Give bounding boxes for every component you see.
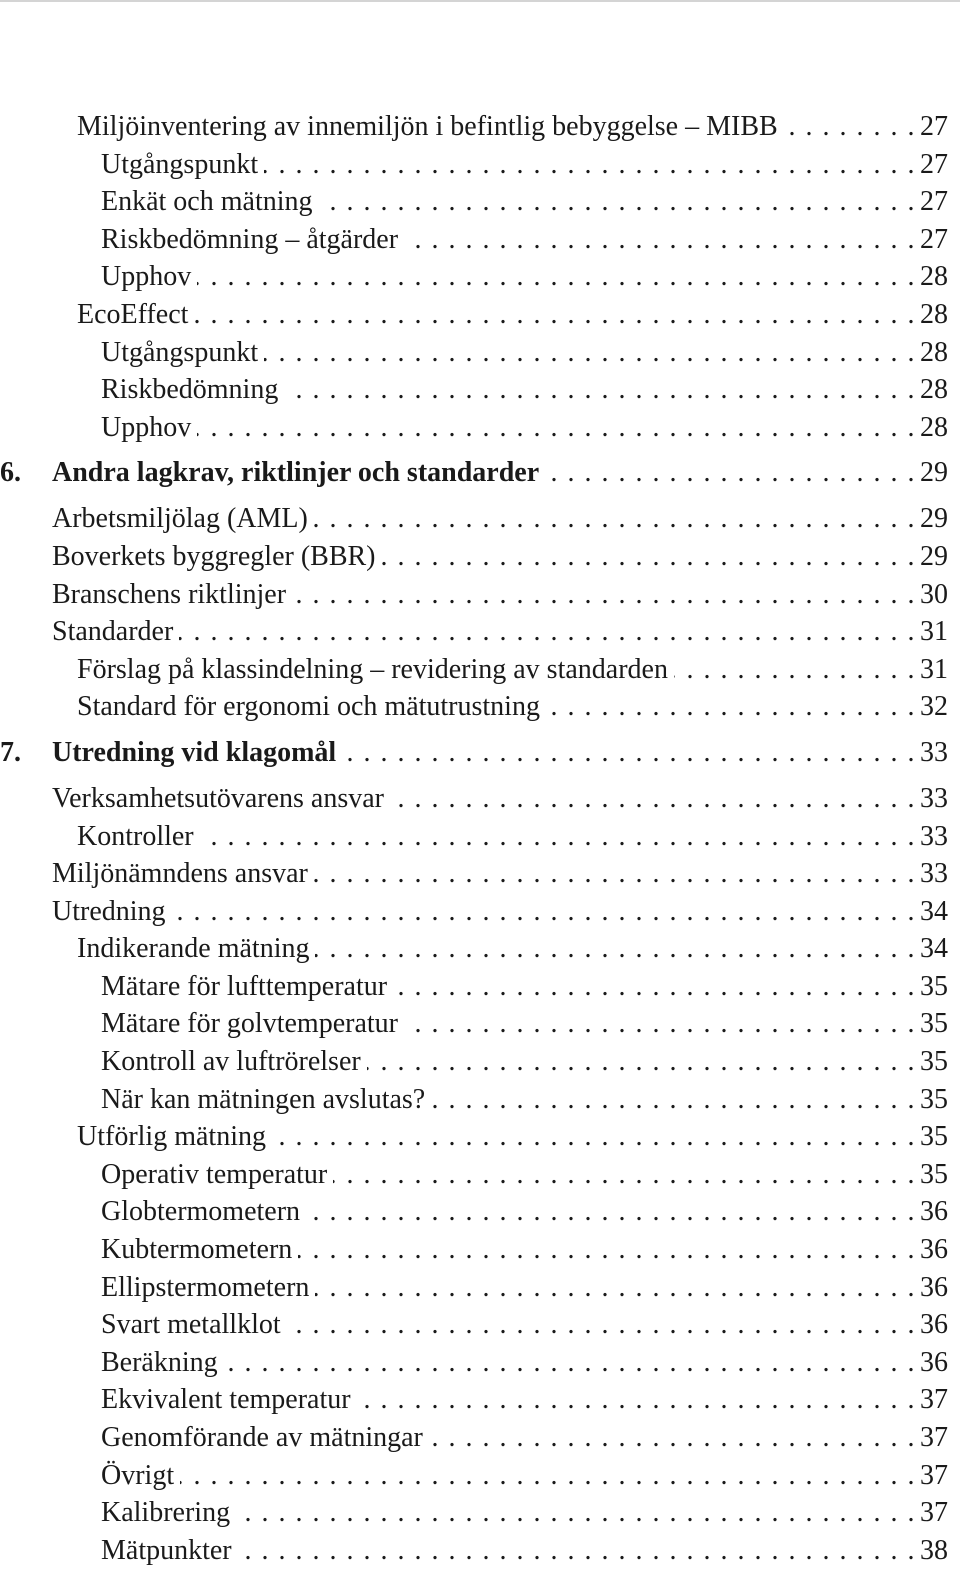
toc-entry[interactable]	[0, 930, 948, 968]
toc-page-number: 37	[920, 1384, 948, 1416]
toc-page-number: 33	[920, 736, 948, 768]
toc-entry-title: Miljöinventering av innemiljön i befintlig bebyggelse – MIBB	[77, 111, 778, 142]
toc-page-number: 30	[920, 578, 948, 610]
toc-entry[interactable]	[0, 576, 948, 614]
dot-leader	[319, 183, 916, 221]
toc-entry[interactable]	[0, 1005, 948, 1043]
toc-entry-title: Övrigt	[101, 1459, 175, 1491]
toc-page-number: 27	[920, 111, 948, 142]
toc-entry[interactable]	[0, 1193, 948, 1231]
toc-entry[interactable]	[0, 1344, 948, 1382]
toc-entry[interactable]	[0, 893, 948, 931]
toc-entry-title: Kalibrering	[101, 1497, 231, 1529]
toc-page-number: 31	[920, 616, 948, 648]
toc-page-number: 37	[920, 1497, 948, 1529]
toc-entry[interactable]	[0, 1231, 948, 1269]
toc-page-number: 35	[920, 1008, 948, 1040]
dot-leader	[264, 334, 916, 372]
toc-chapter-entry[interactable]	[0, 446, 948, 500]
chapter-number: 6.	[0, 457, 21, 489]
dot-leader	[180, 1457, 916, 1495]
toc-entry-title: Ellipstermometern	[101, 1271, 310, 1303]
toc-page-number: 29	[920, 503, 948, 535]
dot-leader	[197, 258, 916, 296]
toc-entry-title: Globtermometern	[101, 1196, 301, 1228]
toc-entry-title: Kontroller	[77, 820, 194, 852]
dot-leader	[314, 855, 916, 893]
dot-leader	[272, 1118, 916, 1156]
dot-leader	[298, 1231, 916, 1269]
toc-entry-title: Boverkets byggregler (BBR)	[52, 540, 376, 572]
dot-leader	[545, 446, 916, 500]
dot-leader	[172, 893, 916, 931]
toc-entry-title: Standard för ergonomi och mätutrustning	[77, 691, 540, 723]
toc-entry-title: Andra lagkrav, riktlinjer och standarder	[52, 457, 540, 489]
toc-entry[interactable]	[0, 296, 948, 334]
toc-entry[interactable]	[0, 221, 948, 259]
toc-entry-title: Upphov	[101, 411, 192, 443]
toc-entry[interactable]	[0, 1494, 948, 1532]
toc-entry[interactable]	[0, 108, 948, 146]
toc-entry[interactable]	[0, 1118, 948, 1156]
toc-entry-title: Utgångspunkt	[101, 336, 259, 368]
dot-leader	[784, 108, 916, 146]
toc-page-number: 29	[920, 457, 948, 489]
toc-entry[interactable]	[0, 1532, 948, 1570]
toc-entry[interactable]	[0, 409, 948, 447]
toc-entry-title: Branschens riktlinjer	[52, 578, 287, 610]
toc-entry[interactable]	[0, 968, 948, 1006]
toc-page-number: 35	[920, 1083, 948, 1115]
toc-entry-title: Kontroll av luftrörelser	[101, 1046, 361, 1078]
toc-entry-title: Enkät och mätning	[101, 186, 313, 218]
toc-page-number: 32	[920, 691, 948, 723]
dot-leader	[429, 1419, 916, 1457]
toc-page-number: 28	[920, 261, 948, 293]
dot-leader	[238, 1532, 916, 1570]
toc-entry-title: Verksamhetsutövarens ansvar	[52, 782, 385, 814]
toc-entry-title: Genomförande av mätningar	[101, 1422, 423, 1453]
toc-entry-title: Utgångspunkt	[101, 148, 259, 180]
dot-leader	[179, 613, 916, 651]
dot-leader	[393, 968, 916, 1006]
toc-entry-title: Kubtermometern	[101, 1234, 293, 1266]
toc-page-number: 38	[920, 1534, 948, 1566]
toc-page-number: 36	[920, 1196, 948, 1228]
dot-leader	[342, 726, 916, 780]
toc-page-number: 37	[920, 1459, 948, 1491]
toc-page-number: 28	[920, 374, 948, 406]
toc-entry[interactable]	[0, 258, 948, 296]
chapter-number: 7.	[0, 736, 21, 768]
toc-page-number: 34	[920, 933, 948, 965]
toc-page-number: 33	[920, 820, 948, 852]
toc-entry[interactable]	[0, 371, 948, 409]
toc-entry-title: Indikerande mätning	[77, 933, 310, 965]
toc-entry[interactable]	[0, 613, 948, 651]
toc-entry-title: Svart metallklot	[101, 1309, 281, 1341]
toc-entry-title: Miljönämndens ansvar	[52, 858, 308, 890]
toc-entry-title: Standarder	[52, 616, 174, 648]
dot-leader	[431, 1081, 916, 1119]
page-top-rule	[0, 0, 960, 2]
dot-leader	[315, 930, 916, 968]
dot-leader	[546, 688, 916, 726]
toc-entry-title: Arbetsmiljölag (AML)	[52, 503, 308, 535]
toc-entry[interactable]	[0, 1381, 948, 1419]
toc-entry[interactable]	[0, 688, 948, 726]
dot-leader	[404, 1005, 916, 1043]
dot-leader	[292, 576, 916, 614]
dot-leader	[306, 1193, 916, 1231]
toc-entry[interactable]	[0, 146, 948, 184]
dot-leader	[315, 1269, 916, 1307]
toc-entry-title: Beräkning	[101, 1346, 218, 1378]
toc-page-number: 27	[920, 186, 948, 218]
toc-entry-title: Utredning vid klagomål	[52, 736, 337, 768]
toc-entry[interactable]	[0, 1419, 948, 1457]
toc-entry-title: Utredning	[52, 895, 166, 927]
dot-leader	[382, 538, 917, 576]
toc-entry[interactable]	[0, 1306, 948, 1344]
dot-leader	[236, 1494, 916, 1532]
toc-entry[interactable]	[0, 651, 948, 689]
dot-leader	[264, 146, 916, 184]
toc-entry-title: Riskbedömning – åtgärder	[101, 223, 399, 255]
toc-entry[interactable]	[0, 1043, 948, 1081]
toc-entry[interactable]	[0, 500, 948, 538]
toc-entry[interactable]	[0, 334, 948, 372]
toc-entry-title: Mätare för golvtemperatur	[101, 1008, 398, 1040]
dot-leader	[357, 1381, 916, 1419]
toc-entry-title: När kan mätningen avslutas?	[101, 1083, 426, 1115]
toc-entry-title: Ekvivalent temperatur	[101, 1384, 351, 1416]
toc-page-number: 36	[920, 1271, 948, 1303]
dot-leader	[333, 1156, 916, 1194]
toc-entry-title: Mätare för lufttemperatur	[101, 970, 388, 1002]
toc-page-number: 36	[920, 1346, 948, 1378]
toc-page-number: 34	[920, 895, 948, 927]
dot-leader	[390, 780, 916, 818]
toc-entry-title: Utförlig mätning	[77, 1121, 266, 1153]
toc-chapter-entry[interactable]	[0, 726, 948, 780]
toc-page-number: 33	[920, 782, 948, 814]
dot-leader	[287, 1306, 916, 1344]
toc-page-number: 28	[920, 336, 948, 368]
toc-entry[interactable]	[0, 1081, 948, 1119]
toc-page-number: 35	[920, 970, 948, 1002]
toc-entry[interactable]	[0, 1156, 948, 1194]
toc-entry[interactable]	[0, 780, 948, 818]
toc-entry[interactable]	[0, 1457, 948, 1495]
toc-page-number: 37	[920, 1422, 948, 1453]
toc-page-number: 31	[920, 653, 948, 685]
table-of-contents	[0, 108, 948, 1569]
toc-page-number: 27	[920, 148, 948, 180]
toc-page-number: 27	[920, 223, 948, 255]
dot-leader	[367, 1043, 916, 1081]
toc-page-number: 35	[920, 1046, 948, 1078]
toc-entry-title: Upphov	[101, 261, 192, 293]
toc-page-number: 28	[920, 298, 948, 330]
toc-entry-title: EcoEffect	[77, 298, 189, 330]
toc-entry-title: Förslag på klassindelning – revidering av standarden	[77, 653, 668, 685]
toc-page-number: 36	[920, 1234, 948, 1266]
dot-leader	[200, 818, 916, 856]
dot-leader	[674, 651, 916, 689]
dot-leader	[404, 221, 916, 259]
toc-page-number: 35	[920, 1121, 948, 1153]
dot-leader	[194, 296, 916, 334]
dot-leader	[314, 500, 916, 538]
toc-entry-title: Mätpunkter	[101, 1534, 232, 1566]
toc-entry-title: Operativ temperatur	[101, 1158, 328, 1190]
toc-page-number: 28	[920, 411, 948, 443]
dot-leader	[197, 409, 916, 447]
toc-page-number: 35	[920, 1158, 948, 1190]
toc-entry[interactable]	[0, 855, 948, 893]
dot-leader	[284, 371, 916, 409]
toc-page-number: 29	[920, 540, 948, 572]
toc-entry[interactable]	[0, 183, 948, 221]
toc-entry[interactable]	[0, 538, 948, 576]
toc-page-number: 36	[920, 1309, 948, 1341]
toc-page-number: 33	[920, 858, 948, 890]
toc-entry[interactable]	[0, 818, 948, 856]
dot-leader	[224, 1344, 916, 1382]
toc-entry[interactable]	[0, 1269, 948, 1307]
toc-entry-title: Riskbedömning	[101, 374, 279, 406]
